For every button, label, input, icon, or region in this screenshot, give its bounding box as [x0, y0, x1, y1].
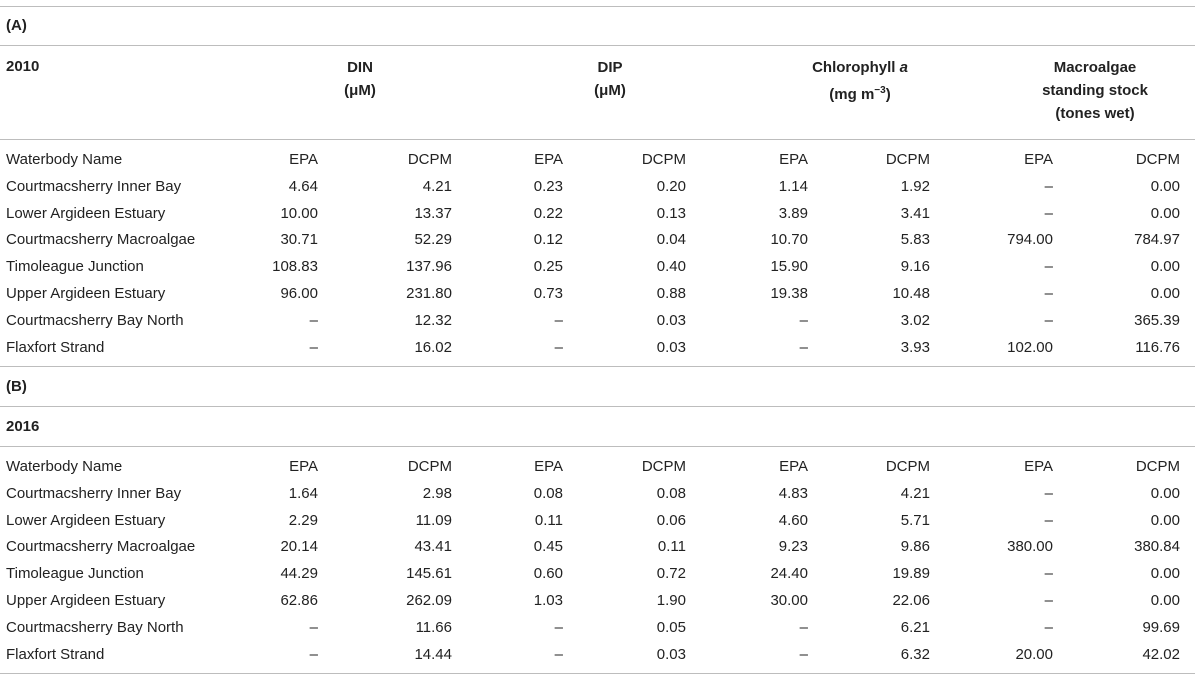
table-cell: 380.00	[1007, 538, 1053, 556]
table-cell: 24.40	[770, 565, 808, 583]
table-cell: 0.03	[656, 338, 686, 356]
table-cell: –	[309, 618, 318, 636]
table-cell: 4.21	[422, 177, 452, 195]
table-cell: 96.00	[280, 285, 318, 302]
table-cell: –	[799, 618, 808, 636]
header-macroalgae: Macroalgae standing stock (tones wet)	[1042, 59, 1148, 122]
table-row	[0, 231, 1195, 258]
table-cell: –	[1044, 592, 1053, 609]
table-cell: 19.89	[892, 565, 930, 583]
table-row	[0, 312, 1195, 339]
table-cell: 4.60	[778, 511, 808, 529]
table-cell: 9.86	[900, 538, 930, 556]
table-cell: 231.80	[406, 285, 452, 302]
table-cell: 44.29	[280, 565, 318, 583]
table-cell: 5.71	[900, 511, 930, 529]
table-cell: –	[799, 311, 808, 329]
column-header-dcpm: DCPM	[407, 458, 452, 475]
waterbody-name: Courtmacsherry Inner Bay	[6, 177, 182, 195]
table-row	[0, 646, 1195, 673]
waterbody-name: Flaxfort Strand	[6, 338, 105, 356]
table-cell: 15.90	[770, 258, 808, 276]
table-cell: 9.23	[778, 538, 808, 556]
table-cell: 6.32	[900, 645, 930, 663]
column-header-epa: EPA	[534, 458, 563, 475]
table-cell: 0.72	[656, 565, 686, 583]
table-cell: 0.05	[656, 618, 686, 636]
table-cell: 99.69	[1142, 618, 1180, 636]
table-cell: –	[1044, 177, 1053, 195]
table-cell: 4.21	[900, 484, 930, 502]
waterbody-name: Courtmacsherry Bay North	[6, 311, 184, 329]
waterbody-name: Courtmacsherry Bay North	[6, 618, 184, 636]
table-cell: 5.83	[900, 231, 930, 249]
table-cell: 22.06	[892, 592, 930, 609]
table-cell: 16.02	[414, 338, 452, 356]
table-cell: 52.29	[414, 231, 452, 249]
table-cell: 262.09	[406, 592, 452, 609]
table-cell: 0.11	[534, 511, 563, 529]
column-header-epa: EPA	[779, 458, 808, 475]
table-cell: 0.03	[656, 645, 686, 663]
table-cell: 116.76	[1135, 338, 1180, 356]
table-row	[0, 339, 1195, 366]
table-cell: –	[554, 645, 563, 663]
table-cell: 30.71	[280, 231, 318, 249]
table-cell: –	[1044, 311, 1053, 329]
table-cell: 0.08	[533, 484, 563, 502]
table-cell: 0.12	[533, 231, 563, 249]
table-cell: –	[799, 645, 808, 663]
table-cell: 3.41	[900, 204, 930, 222]
rule-a-end	[0, 366, 1195, 367]
table-cell: 0.23	[533, 177, 563, 195]
table-cell: 10.70	[770, 231, 808, 249]
table-cell: 0.00	[1150, 204, 1180, 222]
column-header-dcpm: DCPM	[641, 151, 686, 168]
table-row	[0, 512, 1195, 539]
table-cell: –	[1044, 511, 1053, 529]
table-cell: 365.39	[1134, 311, 1180, 329]
table-cell: 0.40	[656, 258, 686, 276]
column-header-epa: EPA	[1024, 458, 1053, 475]
table-row	[0, 285, 1195, 312]
table-cell: 0.45	[533, 538, 563, 556]
table-cell: 30.00	[770, 592, 808, 609]
table-cell: 42.02	[1142, 645, 1180, 663]
table-cell: 0.00	[1150, 565, 1180, 583]
table-cell: 10.00	[280, 204, 318, 222]
table-row	[0, 485, 1195, 512]
column-header-epa: EPA	[289, 458, 318, 475]
column-header-epa: EPA	[1024, 151, 1053, 168]
waterbody-name: Courtmacsherry Macroalgae	[6, 231, 196, 249]
table-cell: –	[1044, 285, 1053, 302]
table-cell: 0.73	[533, 285, 563, 302]
table-cell: 0.00	[1150, 484, 1180, 502]
table-cell: 1.03	[533, 592, 563, 609]
table-cell: 380.84	[1134, 538, 1180, 556]
rule-a-header	[0, 139, 1195, 140]
table-cell: 9.16	[900, 258, 930, 276]
table-cell: 794.00	[1007, 231, 1053, 249]
table-cell: 0.20	[656, 177, 686, 195]
table-cell: 19.38	[770, 285, 808, 302]
table-cell: 0.22	[533, 204, 563, 222]
table-cell: 12.32	[414, 311, 452, 329]
table-row	[0, 592, 1195, 619]
table-row	[0, 205, 1195, 232]
table-cell: 11.66	[415, 618, 452, 636]
section-b-label: (B)	[6, 378, 27, 395]
rule-b-label	[0, 406, 1195, 407]
table-row	[0, 619, 1195, 646]
table-cell: 0.00	[1150, 258, 1180, 276]
waterbody-name: Flaxfort Strand	[6, 645, 105, 663]
table-cell: 10.48	[892, 285, 930, 302]
table-cell: 0.03	[656, 311, 686, 329]
table-b-column-header-row	[0, 458, 1195, 485]
table-cell: 0.25	[533, 258, 563, 276]
table-cell: –	[1044, 258, 1053, 276]
table-cell: 11.09	[415, 511, 452, 529]
table-row	[0, 538, 1195, 565]
column-header-dcpm: DCPM	[1135, 458, 1180, 475]
column-header-dcpm: DCPM	[641, 458, 686, 475]
table-cell: –	[554, 311, 563, 329]
table-cell: 0.60	[533, 565, 563, 583]
table-cell: –	[554, 618, 563, 636]
column-header-waterbody: Waterbody Name	[6, 151, 123, 168]
table-cell: 0.00	[1150, 285, 1180, 302]
table-cell: 0.00	[1150, 177, 1180, 195]
column-header-dcpm: DCPM	[885, 458, 930, 475]
table-cell: 2.29	[288, 511, 318, 529]
table-cell: 3.93	[900, 338, 930, 356]
table-cell: 102.00	[1007, 338, 1053, 356]
table-row	[0, 178, 1195, 205]
table-cell: –	[309, 338, 318, 356]
table-cell: 62.86	[280, 592, 318, 609]
table-cell: 3.89	[778, 204, 808, 222]
table-cell: –	[554, 338, 563, 356]
table-cell: 43.41	[414, 538, 452, 556]
table-cell: 0.13	[656, 204, 686, 222]
table-cell: –	[1044, 565, 1053, 583]
column-header-epa: EPA	[289, 151, 318, 168]
waterbody-name: Lower Argideen Estuary	[6, 204, 166, 222]
table-cell: 1.64	[288, 484, 318, 502]
table-cell: 3.02	[900, 311, 930, 329]
column-header-waterbody: Waterbody Name	[6, 458, 123, 475]
rule-bottom	[0, 673, 1195, 674]
header-dip: DIP (μM)	[594, 59, 626, 99]
column-header-epa: EPA	[534, 151, 563, 168]
waterbody-name: Lower Argideen Estuary	[6, 511, 166, 529]
table-cell: 0.88	[656, 285, 686, 302]
table-cell: 0.06	[656, 511, 686, 529]
rule-b-year	[0, 446, 1195, 447]
table-cell: 6.21	[900, 618, 930, 636]
waterbody-name: Timoleague Junction	[6, 258, 144, 276]
table-cell: 14.44	[414, 645, 452, 663]
table-cell: 13.37	[414, 204, 452, 222]
table-cell: –	[1044, 618, 1053, 636]
table-cell: 0.11	[657, 538, 686, 556]
table-cell: –	[1044, 204, 1053, 222]
table-cell: 20.14	[280, 538, 318, 556]
table-cell: 1.14	[778, 177, 808, 195]
waterbody-name: Timoleague Junction	[6, 565, 144, 583]
waterbody-name: Upper Argideen Estuary	[6, 285, 166, 302]
table-cell: 0.08	[656, 484, 686, 502]
table-cell: –	[1044, 484, 1053, 502]
table-cell: 0.04	[656, 231, 686, 249]
rule-top	[0, 6, 1195, 7]
section-a-label: (A)	[6, 17, 27, 34]
waterbody-name: Courtmacsherry Macroalgae	[6, 538, 196, 556]
table-row	[0, 258, 1195, 285]
table-cell: 1.92	[900, 177, 930, 195]
column-header-dcpm: DCPM	[885, 151, 930, 168]
table-row	[0, 565, 1195, 592]
column-header-dcpm: DCPM	[407, 151, 452, 168]
section-a-year: 2010	[6, 58, 40, 75]
table-cell: 1.90	[656, 592, 686, 609]
table-a-column-header-row	[0, 151, 1195, 178]
section-b-year: 2016	[6, 418, 40, 435]
table-cell: 0.00	[1150, 592, 1180, 609]
table-cell: 784.97	[1134, 231, 1180, 249]
table-cell: 108.83	[272, 258, 318, 276]
waterbody-name: Upper Argideen Estuary	[6, 592, 166, 609]
rule-a-label	[0, 45, 1195, 46]
table-cell: –	[309, 645, 318, 663]
table-cell: 20.00	[1015, 645, 1053, 663]
header-din: DIN (μM)	[344, 59, 376, 99]
header-chlorophyll: Chlorophyll a (mg $m^{-3}$)	[812, 59, 908, 103]
column-header-dcpm: DCPM	[1135, 151, 1180, 168]
table-cell: 145.61	[406, 565, 452, 583]
table-cell: 137.96	[406, 258, 452, 276]
table-cell: –	[799, 338, 808, 356]
table-cell: 0.00	[1150, 511, 1180, 529]
table-cell: 2.98	[422, 484, 452, 502]
table-cell: 4.83	[778, 484, 808, 502]
waterbody-name: Courtmacsherry Inner Bay	[6, 484, 182, 502]
column-header-epa: EPA	[779, 151, 808, 168]
table-cell: –	[309, 311, 318, 329]
table-cell: 4.64	[288, 177, 318, 195]
